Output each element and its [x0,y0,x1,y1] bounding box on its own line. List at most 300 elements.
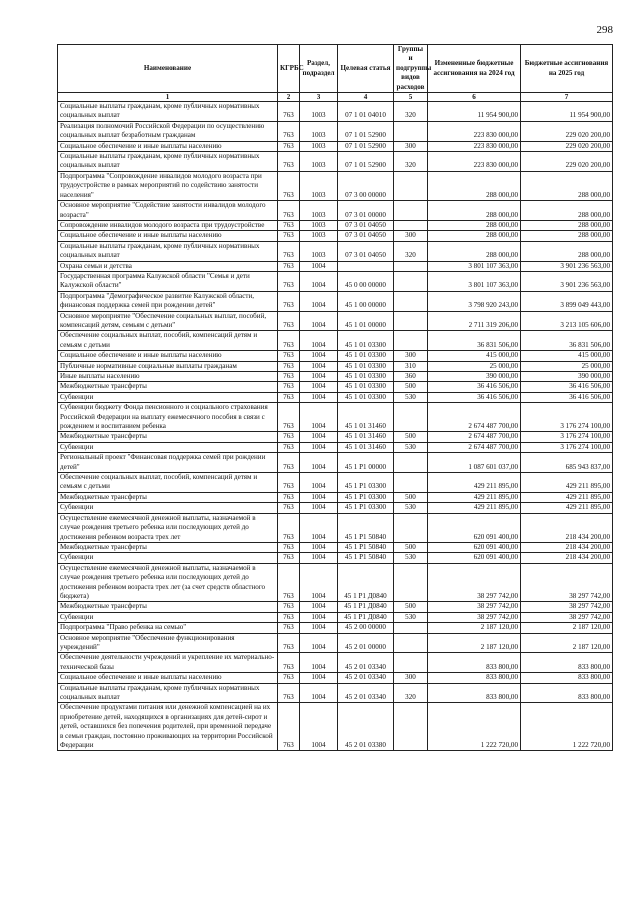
row-amount-2024: 429 211 895,00 [428,492,521,502]
row-amount-2024: 36 831 506,00 [428,331,521,351]
row-kgrbs: 763 [278,542,300,552]
header-name: Наименование [58,45,278,93]
row-section: 1004 [300,453,338,473]
row-amount-2025: 833 800,00 [521,673,613,683]
row-section: 1004 [300,633,338,653]
row-amount-2024: 36 416 506,00 [428,382,521,392]
row-expense-group [394,653,428,673]
row-section: 1004 [300,351,338,361]
row-amount-2024: 3 801 107 363,00 [428,261,521,271]
row-amount-2025: 833 800,00 [521,683,613,703]
row-target: 45 1 P1 Д0840 [338,602,394,612]
row-expense-group [394,271,428,291]
header-allocation-2025: Бюджетные ассигнования на 2025 год [521,45,613,93]
table-row [58,553,613,563]
row-target: 45 2 01 00000 [338,633,394,653]
row-expense-group: 500 [394,602,428,612]
table-row [58,703,613,751]
row-kgrbs: 763 [278,291,300,311]
row-expense-group: 300 [394,351,428,361]
row-amount-2024: 1 222 720,00 [428,703,521,751]
row-name: Обеспечение социальных выплат, пособий, компенсаций детям и семьям с детьми [58,473,278,493]
table-row [58,673,613,683]
row-name: Реализация полномочий Российской Федерации по осуществлению социальных выплат безработным гражданам [58,121,278,141]
table-row [58,503,613,513]
table-row [58,361,613,371]
table-row [58,351,613,361]
row-kgrbs: 763 [278,271,300,291]
column-number: 2 [278,93,300,102]
row-target: 45 2 01 03340 [338,673,394,683]
row-expense-group: 530 [394,442,428,452]
row-target: 07 3 01 04050 [338,231,394,241]
row-amount-2025: 2 187 120,00 [521,633,613,653]
row-target: 07 1 01 04010 [338,102,394,122]
row-target: 07 3 00 00000 [338,171,394,200]
row-amount-2024: 288 000,00 [428,171,521,200]
column-number: 3 [300,93,338,102]
row-amount-2024: 3 798 920 243,00 [428,291,521,311]
row-name: Социальное обеспечение и иные выплаты населению [58,673,278,683]
row-section: 1004 [300,623,338,633]
row-name: Охрана семьи и детства [58,261,278,271]
row-section: 1003 [300,121,338,141]
row-kgrbs: 763 [278,653,300,673]
row-target: 45 2 01 03380 [338,703,394,751]
row-section: 1003 [300,141,338,151]
row-expense-group [394,623,428,633]
row-target: 45 1 01 03300 [338,351,394,361]
row-amount-2025: 3 899 049 443,00 [521,291,613,311]
row-amount-2025: 429 211 895,00 [521,503,613,513]
row-kgrbs: 763 [278,372,300,382]
table-row [58,442,613,452]
row-expense-group [394,261,428,271]
row-target: 45 1 P1 50840 [338,513,394,542]
row-kgrbs: 763 [278,623,300,633]
row-expense-group: 320 [394,152,428,172]
table-row [58,291,613,311]
row-kgrbs: 763 [278,453,300,473]
row-expense-group: 300 [394,141,428,151]
row-expense-group: 360 [394,372,428,382]
row-target: 45 1 01 03300 [338,382,394,392]
row-target: 45 0 00 00000 [338,271,394,291]
header-section: Раздел, подраздел [300,45,338,93]
row-target: 07 1 01 52900 [338,121,394,141]
row-target: 45 1 01 03300 [338,361,394,371]
row-expense-group: 300 [394,231,428,241]
row-amount-2024: 833 800,00 [428,683,521,703]
row-amount-2025: 25 000,00 [521,361,613,371]
row-section: 1004 [300,612,338,622]
row-expense-group: 500 [394,382,428,392]
row-target: 45 1 01 03300 [338,392,394,402]
table-row [58,231,613,241]
table-row [58,653,613,673]
row-name: Социальное обеспечение и иные выплаты населению [58,141,278,151]
row-kgrbs: 763 [278,403,300,432]
row-kgrbs: 763 [278,612,300,622]
table-row [58,372,613,382]
row-section: 1003 [300,201,338,221]
row-amount-2024: 620 091 400,00 [428,513,521,542]
column-number: 7 [521,93,613,102]
row-amount-2024: 11 954 900,00 [428,102,521,122]
row-section: 1003 [300,152,338,172]
row-amount-2025: 3 176 274 100,00 [521,432,613,442]
row-name: Обеспечение продуктами питания или денежной компенсацией на их приобретение детей, находящихся в организациях для детей-сирот и детей, оставшихся без попечения родителей, при временной передаче в семьи граждан, постоянно проживающих на территории Российской Федерации [58,703,278,751]
table-row [58,623,613,633]
row-expense-group [394,311,428,331]
row-name: Субвенции [58,553,278,563]
row-name: Межбюджетные трансферты [58,382,278,392]
row-amount-2025: 415 000,00 [521,351,613,361]
row-expense-group: 320 [394,683,428,703]
row-target: 45 1 01 31460 [338,403,394,432]
row-kgrbs: 763 [278,432,300,442]
row-target: 45 1 01 00000 [338,311,394,331]
row-expense-group [394,563,428,602]
table-row [58,261,613,271]
row-section: 1004 [300,331,338,351]
row-amount-2025: 288 000,00 [521,201,613,221]
row-section: 1004 [300,403,338,432]
page-number: 298 [596,24,613,36]
row-amount-2024: 223 830 000,00 [428,121,521,141]
row-name: Осуществление ежемесячной денежной выплаты, назначаемой в случае рождения третьего ребенка или последующих детей до достижения ребенком возраста трех лет [58,513,278,542]
row-kgrbs: 763 [278,171,300,200]
row-amount-2025: 229 020 200,00 [521,121,613,141]
row-expense-group: 310 [394,361,428,371]
row-expense-group [394,633,428,653]
table-row [58,171,613,200]
row-section: 1004 [300,563,338,602]
row-name: Подпрограмма "Сопровождение инвалидов молодого возраста при трудоустройстве в рамках мероприятий по содействию занятости населения" [58,171,278,200]
row-target: 45 1 P1 03300 [338,492,394,502]
row-amount-2024: 288 000,00 [428,231,521,241]
row-amount-2025: 3 176 274 100,00 [521,403,613,432]
row-target: 07 1 01 52900 [338,152,394,172]
row-amount-2024: 288 000,00 [428,241,521,261]
table-row [58,141,613,151]
row-expense-group [394,453,428,473]
row-section: 1004 [300,513,338,542]
row-target: 45 2 01 03340 [338,683,394,703]
row-amount-2025: 288 000,00 [521,241,613,261]
row-kgrbs: 763 [278,602,300,612]
row-expense-group: 530 [394,392,428,402]
row-amount-2025: 3 901 236 563,00 [521,261,613,271]
table-row [58,311,613,331]
row-name: Сопровождение инвалидов молодого возраста при трудоустройстве [58,220,278,230]
row-name: Осуществление ежемесячной денежной выплаты, назначаемой в случае рождения третьего ребенка или последующих детей до достижения ребенком возраста трех лет (за счет средств областного бюджета) [58,563,278,602]
row-amount-2024: 620 091 400,00 [428,553,521,563]
row-kgrbs: 763 [278,382,300,392]
row-name: Подпрограмма "Право ребенка на семью" [58,623,278,633]
row-expense-group: 530 [394,553,428,563]
row-name: Основное мероприятие "Обеспечение функционирования учреждений" [58,633,278,653]
row-section: 1004 [300,382,338,392]
row-kgrbs: 763 [278,241,300,261]
row-kgrbs: 763 [278,492,300,502]
row-amount-2024: 2 711 319 206,00 [428,311,521,331]
table-row [58,152,613,172]
table-row [58,201,613,221]
table-header-row [58,45,613,93]
row-target: 45 1 P1 Д0840 [338,563,394,602]
row-section: 1004 [300,432,338,442]
row-amount-2025: 229 020 200,00 [521,152,613,172]
row-kgrbs: 763 [278,220,300,230]
row-kgrbs: 763 [278,201,300,221]
row-name: Иные выплаты населению [58,372,278,382]
table-body [58,102,613,751]
table-row [58,241,613,261]
row-amount-2024: 223 830 000,00 [428,152,521,172]
table-row [58,382,613,392]
row-name: Обеспечение социальных выплат, пособий, компенсаций детям и семьям с детьми [58,331,278,351]
row-amount-2024: 429 211 895,00 [428,503,521,513]
row-kgrbs: 763 [278,121,300,141]
table-row [58,403,613,432]
row-expense-group: 320 [394,241,428,261]
row-amount-2024: 223 830 000,00 [428,141,521,151]
row-expense-group [394,703,428,751]
row-expense-group [394,171,428,200]
row-amount-2024: 2 674 487 700,00 [428,442,521,452]
row-amount-2025: 288 000,00 [521,171,613,200]
column-number: 6 [428,93,521,102]
row-amount-2024: 429 211 895,00 [428,473,521,493]
table-row [58,563,613,602]
row-name: Субвенции [58,503,278,513]
table-row [58,492,613,502]
row-section: 1003 [300,220,338,230]
row-target: 45 1 01 03300 [338,331,394,351]
row-name: Социальное обеспечение и иные выплаты населению [58,351,278,361]
header-target: Целевая статья [338,45,394,93]
column-number: 5 [394,93,428,102]
row-name: Социальные выплаты гражданам, кроме публичных нормативных социальных выплат [58,241,278,261]
row-expense-group: 300 [394,673,428,683]
row-amount-2024: 38 297 742,00 [428,563,521,602]
row-kgrbs: 763 [278,351,300,361]
row-kgrbs: 763 [278,673,300,683]
row-amount-2025: 429 211 895,00 [521,473,613,493]
row-target: 45 1 00 00000 [338,291,394,311]
row-section: 1003 [300,171,338,200]
row-amount-2024: 25 000,00 [428,361,521,371]
row-amount-2025: 3 213 105 606,00 [521,311,613,331]
column-number: 1 [58,93,278,102]
row-amount-2024: 833 800,00 [428,673,521,683]
row-target: 45 1 P1 Д0840 [338,612,394,622]
table-row [58,633,613,653]
column-number: 4 [338,93,394,102]
row-kgrbs: 763 [278,563,300,602]
row-section: 1003 [300,231,338,241]
row-kgrbs: 763 [278,361,300,371]
row-target: 45 2 00 00000 [338,623,394,633]
row-amount-2025: 685 943 837,00 [521,453,613,473]
header-expense-group: Группы и подгруппы видов расходов [394,45,428,93]
row-amount-2024: 1 087 601 037,00 [428,453,521,473]
row-amount-2024: 390 000,00 [428,372,521,382]
table-row [58,392,613,402]
row-amount-2025: 3 176 274 100,00 [521,442,613,452]
header-kgrbs: КГРБС [278,45,300,93]
row-target: 07 3 01 00000 [338,201,394,221]
row-name: Социальные выплаты гражданам, кроме публичных нормативных социальных выплат [58,102,278,122]
row-target: 45 1 P1 50840 [338,542,394,552]
row-amount-2025: 229 020 200,00 [521,141,613,151]
row-section: 1004 [300,311,338,331]
row-name: Межбюджетные трансферты [58,542,278,552]
table-row [58,542,613,552]
row-section: 1004 [300,683,338,703]
row-section: 1003 [300,241,338,261]
row-amount-2025: 3 901 236 563,00 [521,271,613,291]
row-amount-2025: 36 416 506,00 [521,382,613,392]
column-number-row [58,93,613,102]
header-allocation-2024: Измененные бюджетные ассигнования на 2024 год [428,45,521,93]
row-expense-group [394,331,428,351]
row-name: Межбюджетные трансферты [58,492,278,502]
row-section: 1004 [300,503,338,513]
row-amount-2024: 2 674 487 700,00 [428,432,521,442]
row-amount-2024: 620 091 400,00 [428,542,521,552]
row-name: Государственная программа Калужской области "Семья и дети Калужской области" [58,271,278,291]
row-amount-2024: 288 000,00 [428,220,521,230]
row-kgrbs: 763 [278,703,300,751]
table-row [58,453,613,473]
row-kgrbs: 763 [278,102,300,122]
row-amount-2025: 288 000,00 [521,231,613,241]
budget-table [57,44,613,751]
table-row [58,473,613,493]
row-section: 1004 [300,492,338,502]
row-target: 45 1 01 03300 [338,372,394,382]
row-amount-2024: 38 297 742,00 [428,602,521,612]
row-expense-group: 500 [394,492,428,502]
row-section: 1004 [300,372,338,382]
row-expense-group: 500 [394,432,428,442]
row-amount-2025: 218 434 200,00 [521,542,613,552]
row-amount-2024: 2 187 120,00 [428,623,521,633]
row-expense-group [394,513,428,542]
row-amount-2025: 429 211 895,00 [521,492,613,502]
row-expense-group [394,403,428,432]
row-expense-group: 500 [394,542,428,552]
row-section: 1004 [300,703,338,751]
row-expense-group: 320 [394,102,428,122]
row-section: 1004 [300,271,338,291]
row-section: 1004 [300,673,338,683]
table-row [58,121,613,141]
row-section: 1003 [300,102,338,122]
table-row [58,331,613,351]
row-target: 45 2 01 03340 [338,653,394,673]
row-expense-group [394,220,428,230]
row-name: Межбюджетные трансферты [58,432,278,442]
row-name: Субвенции бюджету Фонда пенсионного и социального страхования Российской Федерации на выплату ежемесячного пособия в связи с рождением и воспитанием ребенка [58,403,278,432]
row-amount-2025: 38 297 742,00 [521,602,613,612]
row-amount-2024: 288 000,00 [428,201,521,221]
table-row [58,683,613,703]
row-amount-2025: 38 297 742,00 [521,612,613,622]
row-name: Основное мероприятие "Обеспечение социальных выплат, пособий, компенсаций детям, семьям с детьми" [58,311,278,331]
row-target [338,261,394,271]
row-amount-2025: 218 434 200,00 [521,513,613,542]
row-expense-group [394,201,428,221]
row-amount-2024: 2 674 487 700,00 [428,403,521,432]
row-target: 07 1 01 52900 [338,141,394,151]
row-target: 45 1 P1 00000 [338,453,394,473]
row-name: Социальные выплаты гражданам, кроме публичных нормативных социальных выплат [58,152,278,172]
row-kgrbs: 763 [278,513,300,542]
row-name: Публичные нормативные социальные выплаты гражданам [58,361,278,371]
row-kgrbs: 763 [278,152,300,172]
row-amount-2025: 36 416 506,00 [521,392,613,402]
row-name: Обеспечение деятельности учреждений и укрепление их материально-технической базы [58,653,278,673]
row-kgrbs: 763 [278,392,300,402]
table-row [58,102,613,122]
row-kgrbs: 763 [278,442,300,452]
row-target: 45 1 01 31460 [338,432,394,442]
row-kgrbs: 763 [278,503,300,513]
row-kgrbs: 763 [278,553,300,563]
row-amount-2024: 36 416 506,00 [428,392,521,402]
row-name: Субвенции [58,442,278,452]
row-expense-group [394,473,428,493]
row-amount-2025: 288 000,00 [521,220,613,230]
row-amount-2025: 2 187 120,00 [521,623,613,633]
row-target: 45 1 P1 03300 [338,503,394,513]
row-expense-group: 530 [394,612,428,622]
row-kgrbs: 763 [278,231,300,241]
row-kgrbs: 763 [278,683,300,703]
row-target: 07 3 01 04050 [338,220,394,230]
row-kgrbs: 763 [278,141,300,151]
table-row [58,271,613,291]
row-section: 1004 [300,553,338,563]
row-kgrbs: 763 [278,633,300,653]
row-expense-group [394,291,428,311]
row-section: 1004 [300,442,338,452]
row-name: Субвенции [58,392,278,402]
row-amount-2025: 36 831 506,00 [521,331,613,351]
row-section: 1004 [300,542,338,552]
table-row [58,220,613,230]
row-expense-group: 530 [394,503,428,513]
row-kgrbs: 763 [278,331,300,351]
row-name: Межбюджетные трансферты [58,602,278,612]
row-amount-2024: 415 000,00 [428,351,521,361]
row-section: 1004 [300,291,338,311]
row-target: 45 1 01 31460 [338,442,394,452]
row-amount-2025: 11 954 900,00 [521,102,613,122]
row-name: Социальное обеспечение и иные выплаты населению [58,231,278,241]
row-amount-2025: 218 434 200,00 [521,553,613,563]
row-section: 1004 [300,473,338,493]
table-row [58,612,613,622]
table-row [58,602,613,612]
row-amount-2025: 390 000,00 [521,372,613,382]
row-kgrbs: 763 [278,261,300,271]
row-target: 45 1 P1 50840 [338,553,394,563]
row-section: 1004 [300,361,338,371]
